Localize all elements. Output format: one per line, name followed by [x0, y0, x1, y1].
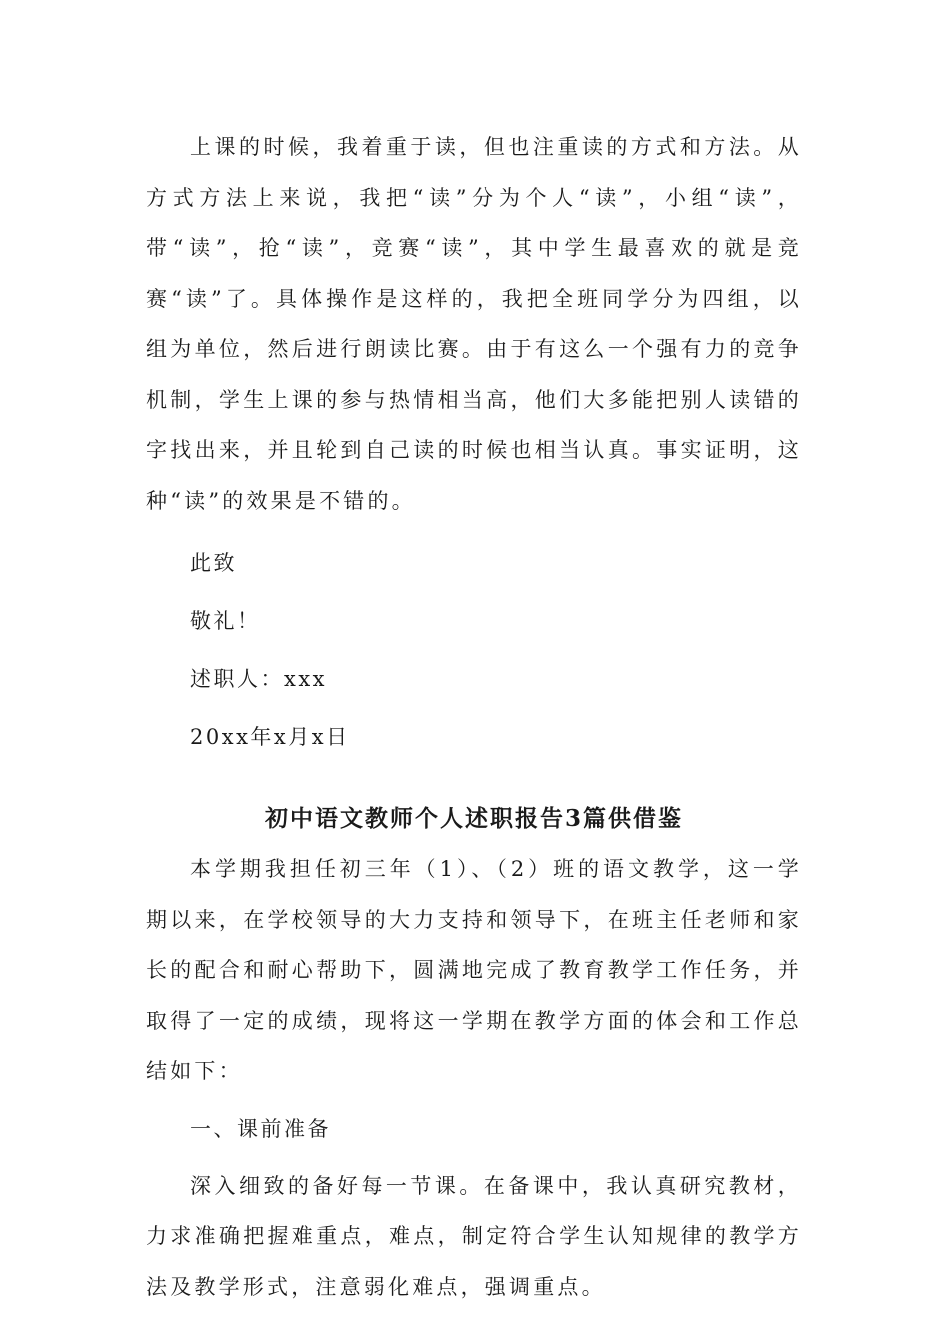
body-paragraph-intro: 本学期我担任初三年（1）、（2）班的语文教学，这一学期以来，在学校领导的大力支持和领导下，在班主任老师和家长的配合和耐心帮助下，圆满地完成了教育教学工作任务，并取得了一定的成绩，现将这一学期在教学方面的体会和工作总结如下： [146, 857, 802, 1083]
closing-salutation: 此致 [190, 551, 237, 575]
body-paragraph-reading-methods: 上课的时候，我着重于读，但也注重读的方式和方法。从方式方法上来说，我把“读”分为个人“读”，小组“读”，带“读”，抢“读”，竞赛“读”，其中学生最喜欢的就是竞赛“读”了。具体操作是这样的，我把全班同学分为四组，以组为单位，然后进行朗读比赛。由于有这么一个强有力的竞争机制，学生上课的参与热情相当高，他们大多能把别人读错的字找出来，并且轮到自己读的时候也相当认真。事实证明，这种“读”的效果是不错的。 [146, 135, 802, 513]
date-line: 20xx年x月x日 [190, 725, 350, 749]
document-page [146, 122, 802, 1312]
document-title: 初中语文教师个人述职报告3篇供借鉴 [264, 805, 683, 832]
closing-regards: 敬礼！ [190, 609, 261, 633]
body-paragraph-lesson-prep: 深入细致的备好每一节课。在备课中，我认真研究教材，力求准确把握难重点，难点，制定符合学生认知规律的教学方法及教学形式，注意弱化难点，强调重点。 [146, 1173, 802, 1299]
section-heading-lesson-prep: 一、课前准备 [190, 1116, 331, 1141]
signer-line: 述职人：xxx [190, 667, 328, 691]
